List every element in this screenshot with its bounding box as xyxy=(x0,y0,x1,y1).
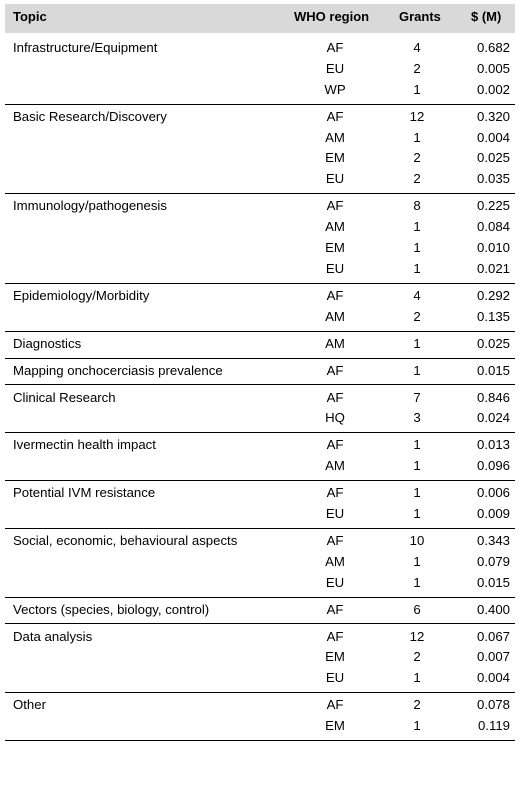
grants-cell: 1 xyxy=(413,129,421,145)
grants-cell: 1 xyxy=(413,219,421,235)
table-header xyxy=(5,4,515,33)
grants-cell: 1 xyxy=(413,485,421,501)
table-row xyxy=(5,363,515,383)
amount-cell: 0.007 xyxy=(476,649,510,665)
header-grants: Grants xyxy=(399,9,441,24)
table-row xyxy=(5,109,515,129)
grants-cell: 1 xyxy=(413,670,421,686)
grants-cell: 2 xyxy=(413,697,421,713)
table-row xyxy=(5,506,515,526)
amount-cell: 0.400 xyxy=(476,601,510,617)
amount-cell: 0.002 xyxy=(476,81,510,97)
region-cell: AF xyxy=(326,628,344,644)
grants-cell: 1 xyxy=(413,505,421,521)
topic-cell: Vectors (species, biology, control) xyxy=(13,601,210,617)
region-cell: AM xyxy=(325,219,345,235)
grants-cell: 1 xyxy=(413,240,421,256)
topic-group xyxy=(5,36,515,105)
table-row xyxy=(5,171,515,191)
table-row xyxy=(5,198,515,218)
header-amount: $ (M) xyxy=(471,9,502,24)
table-row xyxy=(5,410,515,430)
table-row xyxy=(5,61,515,81)
amount-cell: 0.024 xyxy=(476,410,510,426)
region-cell: AF xyxy=(326,362,344,378)
grants-cell: 4 xyxy=(413,287,421,303)
grants-cell: 1 xyxy=(413,458,421,474)
topic-group xyxy=(5,194,515,284)
grants-cell: 12 xyxy=(409,628,425,644)
region-cell: AM xyxy=(325,458,345,474)
amount-cell: 0.846 xyxy=(476,389,510,405)
topic-cell: Other xyxy=(13,697,46,713)
header-topic: Topic xyxy=(13,9,47,24)
amount-cell: 0.025 xyxy=(476,335,510,351)
amount-cell: 0.320 xyxy=(476,108,510,124)
region-cell: AM xyxy=(325,335,345,351)
region-cell: AM xyxy=(325,129,345,145)
topic-group xyxy=(5,481,515,529)
table-row xyxy=(5,336,515,356)
grants-cell: 1 xyxy=(413,335,421,351)
grants-cell: 1 xyxy=(413,81,421,97)
amount-cell: 0.079 xyxy=(476,553,510,569)
table-row xyxy=(5,629,515,649)
topic-cell: Epidemiology/Morbidity xyxy=(13,287,150,303)
grants-cell: 2 xyxy=(413,60,421,76)
region-cell: AF xyxy=(326,437,344,453)
region-cell: EM xyxy=(325,150,345,166)
region-cell: AF xyxy=(326,697,344,713)
topic-group xyxy=(5,332,515,359)
grants-cell: 8 xyxy=(413,198,421,214)
topic-cell: Clinical Research xyxy=(13,389,116,405)
amount-cell: 0.015 xyxy=(476,362,510,378)
topic-group xyxy=(5,433,515,481)
topic-cell: Potential IVM resistance xyxy=(13,485,156,501)
grants-cell: 1 xyxy=(413,574,421,590)
table-row xyxy=(5,670,515,690)
region-cell: AF xyxy=(326,198,344,214)
amount-cell: 0.010 xyxy=(476,240,510,256)
table-row xyxy=(5,261,515,281)
region-cell: HQ xyxy=(325,410,345,426)
grants-cell: 2 xyxy=(413,308,421,324)
region-cell: AM xyxy=(325,553,345,569)
grants-cell: 1 xyxy=(413,718,421,734)
amount-cell: 0.119 xyxy=(477,718,510,734)
grants-cell: 4 xyxy=(413,40,421,55)
grants-cell: 2 xyxy=(413,649,421,665)
grants-cell: 12 xyxy=(409,108,425,124)
amount-cell: 0.084 xyxy=(476,219,510,235)
amount-cell: 0.005 xyxy=(476,60,510,76)
topic-cell: Data analysis xyxy=(13,628,93,644)
table-row xyxy=(5,150,515,170)
header-region: WHO region xyxy=(294,9,370,24)
table-row xyxy=(5,458,515,478)
region-cell: EU xyxy=(325,171,345,187)
table-row xyxy=(5,697,515,717)
amount-cell: 0.682 xyxy=(476,40,510,55)
topic-group xyxy=(5,386,515,434)
table-row xyxy=(5,309,515,329)
table-row xyxy=(5,390,515,410)
amount-cell: 0.025 xyxy=(476,150,510,166)
table-row xyxy=(5,649,515,669)
amount-cell: 0.006 xyxy=(476,485,510,501)
table-row xyxy=(5,219,515,239)
amount-cell: 0.135 xyxy=(476,308,510,324)
region-cell: AM xyxy=(325,308,345,324)
amount-cell: 0.035 xyxy=(476,171,510,187)
table-row xyxy=(5,485,515,505)
amount-cell: 0.013 xyxy=(476,437,510,453)
grants-cell: 10 xyxy=(409,532,425,548)
topic-cell: Basic Research/Discovery xyxy=(13,108,167,124)
grants-cell: 1 xyxy=(413,260,421,276)
topic-group xyxy=(5,693,515,741)
amount-cell: 0.078 xyxy=(476,697,510,713)
region-cell: AF xyxy=(326,485,344,501)
region-cell: AF xyxy=(326,601,344,617)
amount-cell: 0.067 xyxy=(476,628,510,644)
region-cell: EM xyxy=(325,718,345,734)
table-row xyxy=(5,718,515,738)
topic-cell: Ivermectin health impact xyxy=(13,437,156,453)
region-cell: EU xyxy=(325,260,345,276)
table-row xyxy=(5,602,515,622)
topic-group xyxy=(5,284,515,332)
topic-group xyxy=(5,529,515,598)
amount-cell: 0.004 xyxy=(476,670,510,686)
topic-cell: Infrastructure/Equipment xyxy=(13,40,158,55)
region-cell: EU xyxy=(325,60,345,76)
region-cell: EU xyxy=(325,505,345,521)
table-row xyxy=(5,82,515,102)
table-row xyxy=(5,40,515,60)
topic-cell: Diagnostics xyxy=(13,335,82,351)
topic-group xyxy=(5,625,515,694)
region-cell: AF xyxy=(326,389,344,405)
region-cell: AF xyxy=(326,108,344,124)
grants-cell: 1 xyxy=(413,553,421,569)
table-row xyxy=(5,240,515,260)
region-cell: EU xyxy=(325,670,345,686)
region-cell: EM xyxy=(325,649,345,665)
table-row xyxy=(5,575,515,595)
grants-cell: 2 xyxy=(413,171,421,187)
region-cell: WP xyxy=(324,81,346,97)
grants-cell: 2 xyxy=(413,150,421,166)
topic-cell: Mapping onchocerciasis prevalence xyxy=(13,362,223,378)
table-row xyxy=(5,554,515,574)
topic-cell: Immunology/pathogenesis xyxy=(13,198,167,214)
amount-cell: 0.015 xyxy=(476,574,510,590)
grants-cell: 6 xyxy=(413,601,421,617)
region-cell: AF xyxy=(326,532,344,548)
amount-cell: 0.292 xyxy=(476,287,510,303)
region-cell: AF xyxy=(326,40,344,55)
amount-cell: 0.225 xyxy=(476,198,510,214)
region-cell: EU xyxy=(325,574,345,590)
amount-cell: 0.004 xyxy=(476,129,510,145)
amount-cell: 0.096 xyxy=(476,458,510,474)
table-row xyxy=(5,288,515,308)
grants-cell: 7 xyxy=(413,389,421,405)
grants-cell: 1 xyxy=(413,437,421,453)
grants-cell: 1 xyxy=(413,362,421,378)
region-cell: AF xyxy=(326,287,344,303)
table-row xyxy=(5,437,515,457)
amount-cell: 0.009 xyxy=(476,505,510,521)
amount-cell: 0.021 xyxy=(476,260,510,276)
region-cell: EM xyxy=(325,240,345,256)
group-divider xyxy=(5,740,515,741)
table-row xyxy=(5,533,515,553)
topic-group xyxy=(5,105,515,195)
topic-group xyxy=(5,598,515,625)
topic-cell: Social, economic, behavioural aspects xyxy=(13,532,238,548)
grants-cell: 3 xyxy=(413,410,421,426)
topic-group xyxy=(5,359,515,386)
table-row xyxy=(5,130,515,150)
amount-cell: 0.343 xyxy=(476,532,510,548)
